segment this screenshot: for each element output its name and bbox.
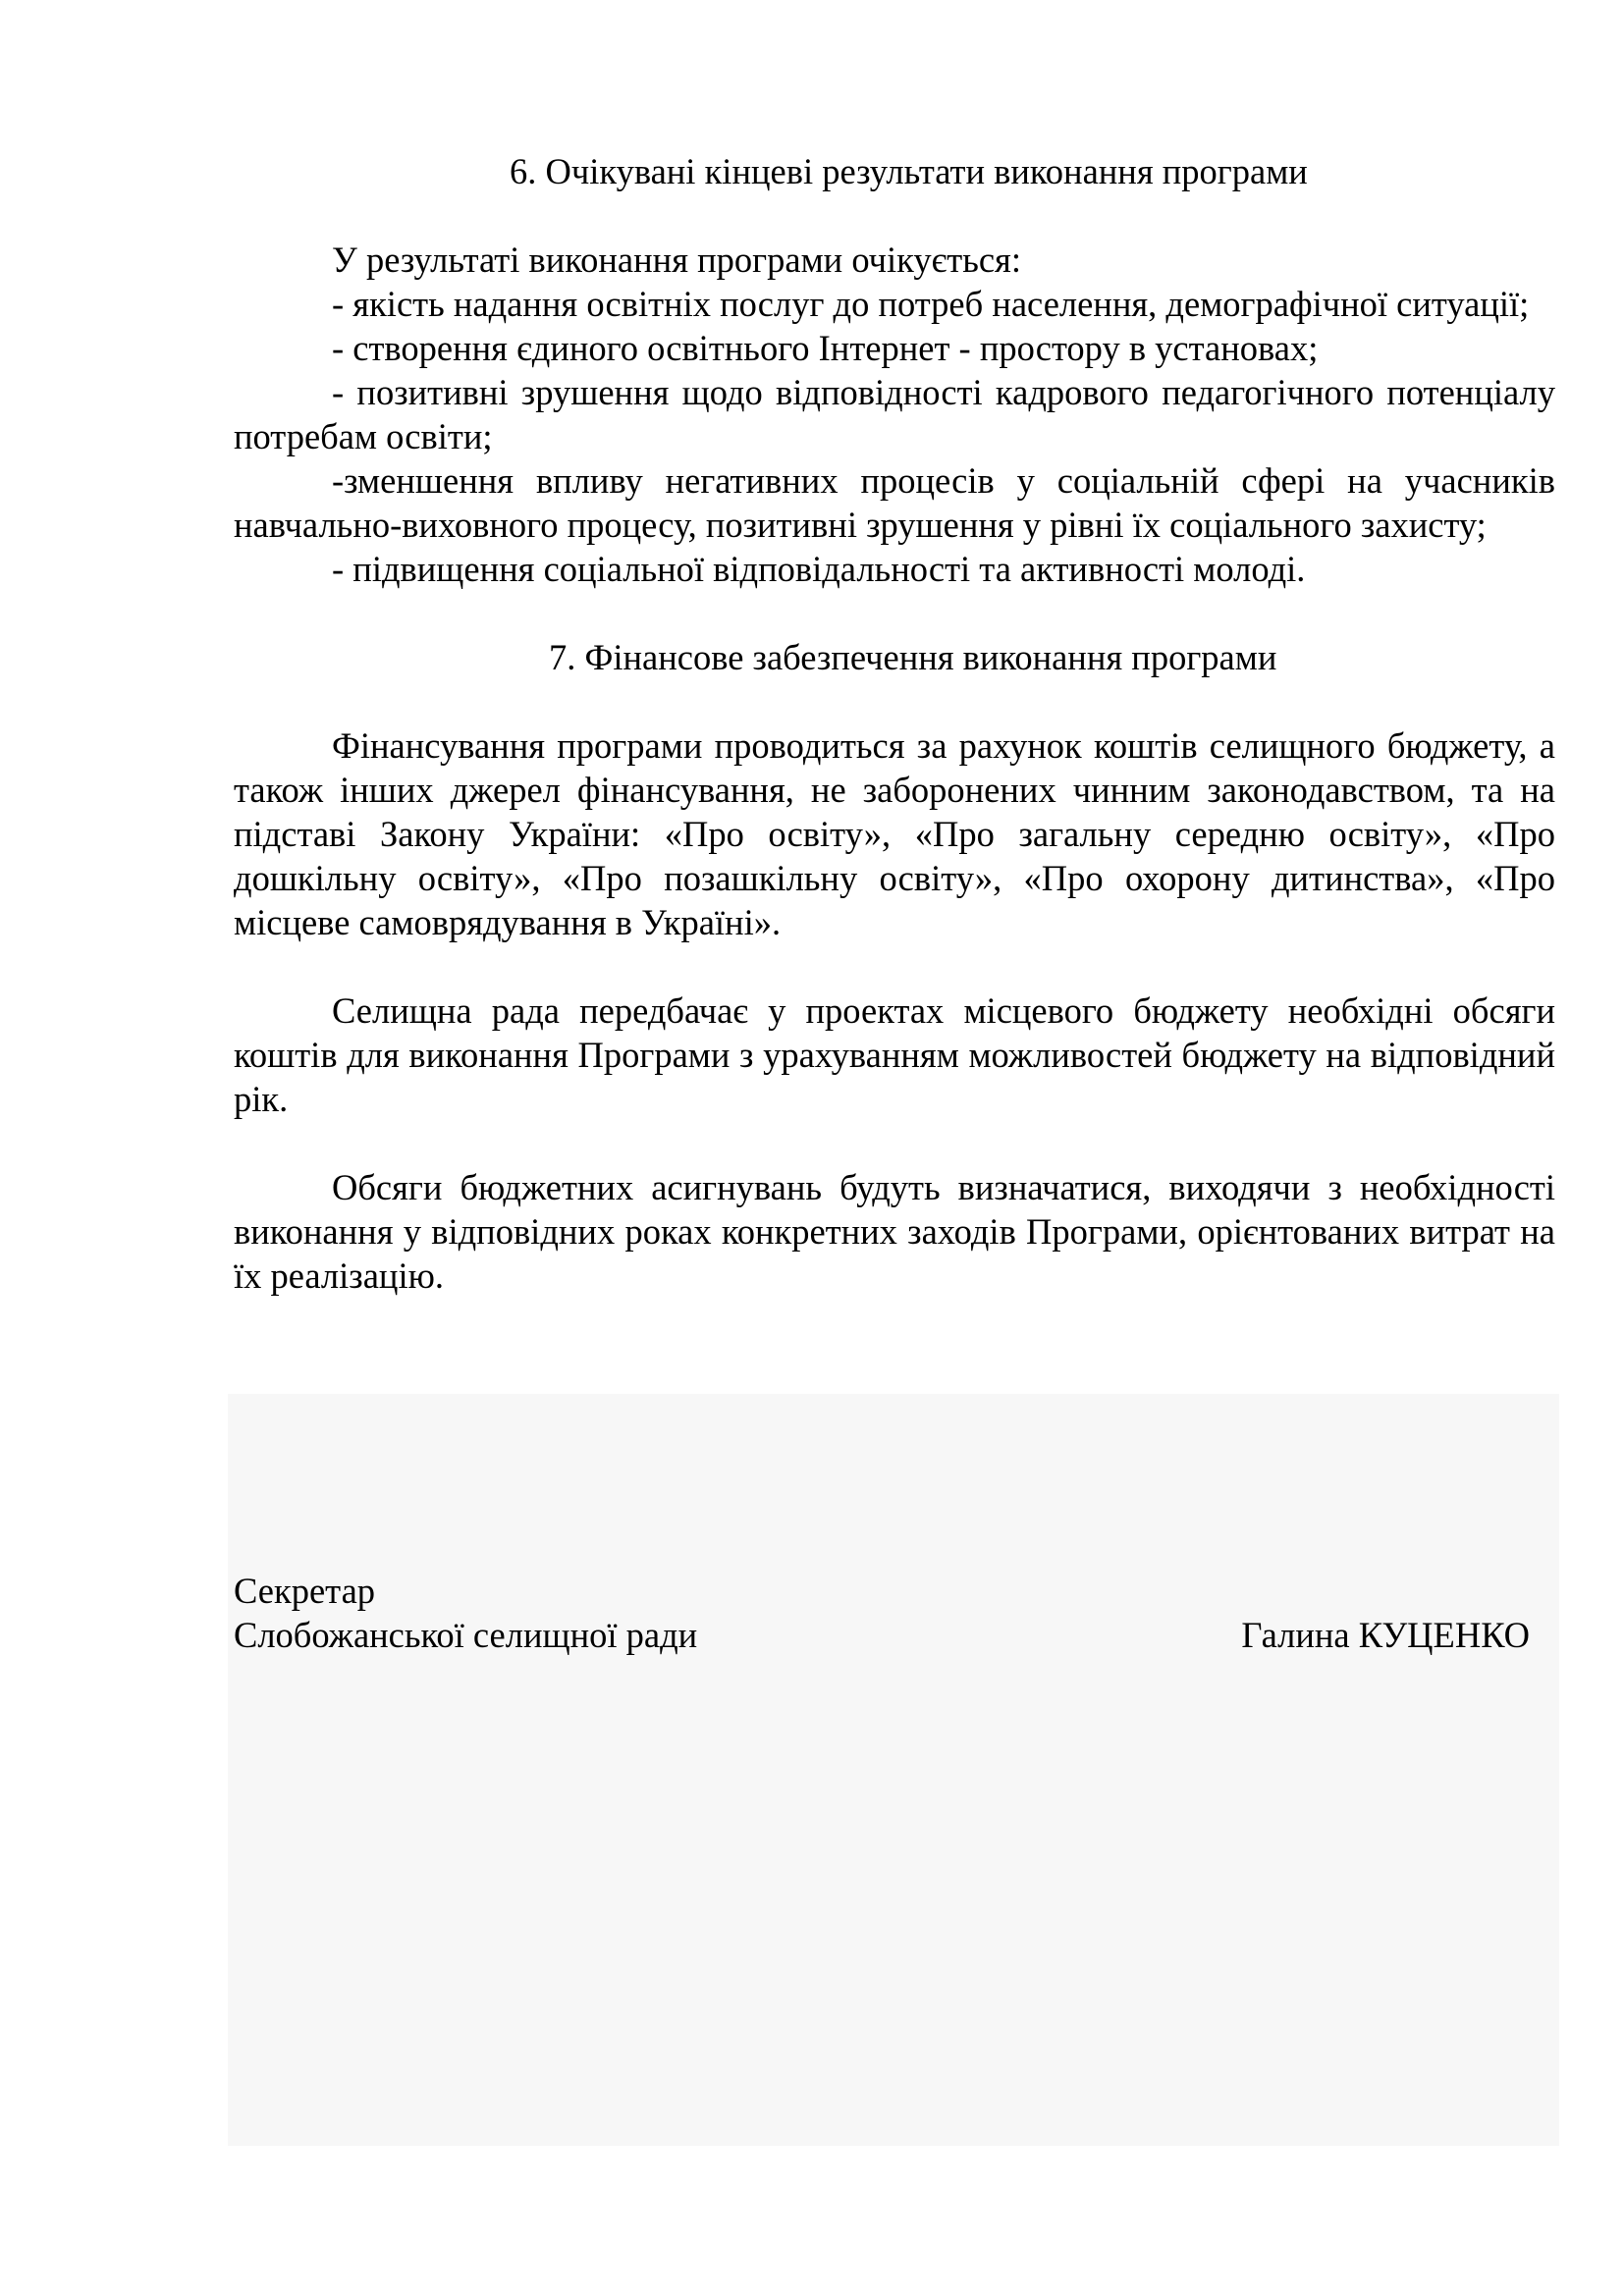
section-6-intro: У результаті виконання програми очікується: — [332, 240, 1021, 280]
signer-position: Секретар — [234, 1571, 376, 1611]
signature-shaded-area — [228, 1394, 1559, 2146]
signer-name: Галина КУЦЕНКО — [1241, 1615, 1530, 1655]
section-6-heading: 6. Очікувані кінцеві результати виконання програми — [510, 151, 1308, 191]
result-item: -зменшення впливу негативних процесів у соціальній сфері на учасників навчально-виховного процесу, позитивні зрушення у рівні їх соціального захисту; — [234, 460, 1555, 545]
result-item: - позитивні зрушення щодо відповідності кадрового педагогічного потенціалу потребам освіти; — [234, 372, 1555, 456]
result-item: - створення єдиного освітнього Інтернет - простору в установах; — [332, 328, 1319, 368]
document-body — [234, 149, 1555, 1298]
signer-organization: Слобожанської селищної ради — [234, 1615, 698, 1655]
financing-paragraph: Фінансування програми проводиться за рахунок коштів селищного бюджету, а також інших джерел фінансування, не заборонених чинним законодавством, та на підставі Закону України: «Про освіту», «Про загальну середню освіту», «Про дошкільну освіту», «Про позашкільну освіту», «Про охорону дитинства», «Про місцеве самоврядування в Україні». — [234, 725, 1555, 942]
section-7-heading: 7. Фінансове забезпечення виконання програми — [549, 637, 1277, 677]
signature-block — [234, 1569, 1530, 1657]
signature-row — [234, 1613, 1530, 1657]
budget-paragraph: Селищна рада передбачає у проектах місцевого бюджету необхідні обсяги коштів для виконання Програми з урахуванням можливостей бюджету на відповідний рік. — [234, 990, 1555, 1119]
allocations-paragraph: Обсяги бюджетних асигнувань будуть визначатися, виходячи з необхідності виконання у відповідних роках конкретних заходів Програми, орієнтованих витрат на їх реалізацію. — [234, 1167, 1555, 1296]
result-item: - підвищення соціальної відповідальності та активності молоді. — [332, 549, 1306, 589]
result-item: - якість надання освітніх послуг до потреб населення, демографічної ситуації; — [332, 284, 1530, 324]
